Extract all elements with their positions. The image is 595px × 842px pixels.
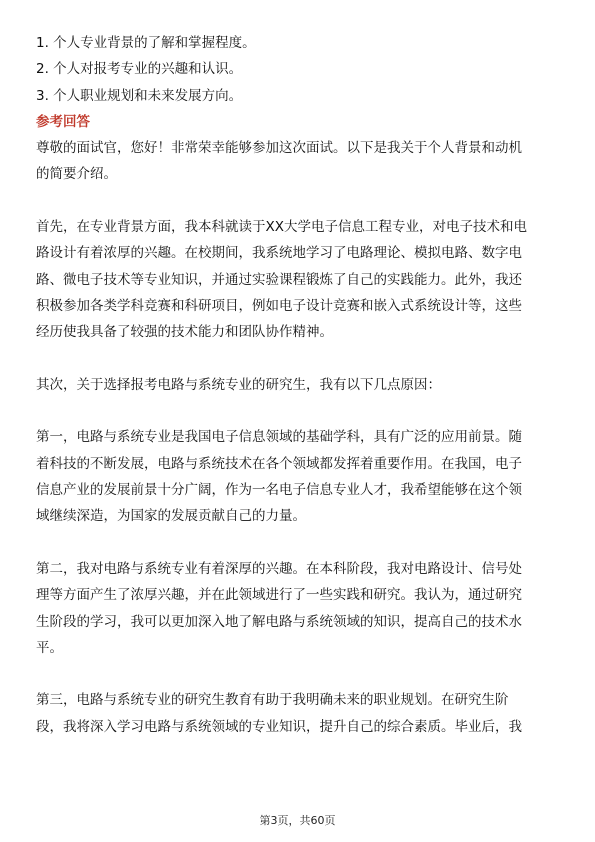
- text-line: 路设计有着浓厚的兴趣。在校期间，我系统地学习了电路理论、模拟电路、数字电: [36, 245, 522, 262]
- paragraph-gap: [36, 530, 560, 556]
- text-line: 平。: [36, 639, 63, 656]
- paragraph-background: [36, 214, 560, 345]
- text-line: 信息产业的发展前景十分广阔，作为一名电子信息专业人才，我希望能够在这个领: [36, 482, 522, 499]
- list-item: 3. 个人职业规划和未来发展方向。: [36, 87, 243, 104]
- text-line: 第三，电路与系统专业的研究生教育有助于我明确未来的职业规划。在研究生阶: [36, 692, 509, 709]
- text-line: 积极参加各类学科竞赛和科研项目，例如电子设计竞赛和嵌入式系统设计等，这些: [36, 297, 522, 314]
- text-line: 其次，关于选择报考电路与系统专业的研究生，我有以下几点原因：: [36, 376, 441, 393]
- page-number-footer: 第3页，共60页: [259, 814, 336, 827]
- paragraph-reason-1: [36, 424, 560, 529]
- text-line: 生阶段的学习，我可以更加深入地了解电路与系统领域的知识，提高自己的技术水: [36, 613, 522, 630]
- paragraph-reason-3: [36, 687, 560, 740]
- list-item: 2. 个人对报考专业的兴趣和认识。: [36, 61, 243, 78]
- text-line: 域继续深造，为国家的发展贡献自己的力量。: [36, 508, 306, 525]
- text-line: 路、微电子技术等专业知识，并通过实验课程锻炼了自己的实践能力。此外，我还: [36, 271, 522, 288]
- paragraph-gap: [36, 346, 560, 372]
- text-line: 尊敬的面试官，您好！非常荣幸能够参加这次面试。以下是我关于个人背景和动机: [36, 140, 522, 157]
- paragraph-reasons-intro: [36, 372, 560, 398]
- paragraph-gap: [36, 661, 560, 687]
- text-line: 段，我将深入学习电路与系统领域的专业知识，提升自己的综合素质。毕业后，我: [36, 718, 522, 735]
- text-line: 着科技的不断发展，电路与系统技术在各个领域都发挥着重要作用。在我国，电子: [36, 455, 522, 472]
- text-line: 经历使我具备了较强的技术能力和团队协作精神。: [36, 324, 333, 341]
- text-line: 理等方面产生了浓厚兴趣，并在此领域进行了一些实践和研究。我认为，通过研究: [36, 587, 522, 604]
- answer-heading: 参考回答: [36, 113, 90, 130]
- paragraph-reason-2: [36, 556, 560, 661]
- list-item: 1. 个人专业背景的了解和掌握程度。: [36, 35, 256, 51]
- text-line: 第一，电路与系统专业是我国电子信息领域的基础学科，具有广泛的应用前景。随: [36, 429, 522, 446]
- paragraph-gap: [36, 398, 560, 424]
- page-content: [36, 30, 560, 740]
- paragraph-gap: [36, 188, 560, 214]
- text-line: 第二，我对电路与系统专业有着深厚的兴趣。在本科阶段，我对电路设计、信号处: [36, 560, 522, 577]
- text-line: 首先，在专业背景方面，我本科就读于XX大学电子信息工程专业，对电子技术和电: [36, 219, 527, 236]
- text-line: 的简要介绍。: [36, 166, 117, 183]
- question-points-list: [36, 30, 560, 109]
- paragraph-greeting: [36, 135, 560, 188]
